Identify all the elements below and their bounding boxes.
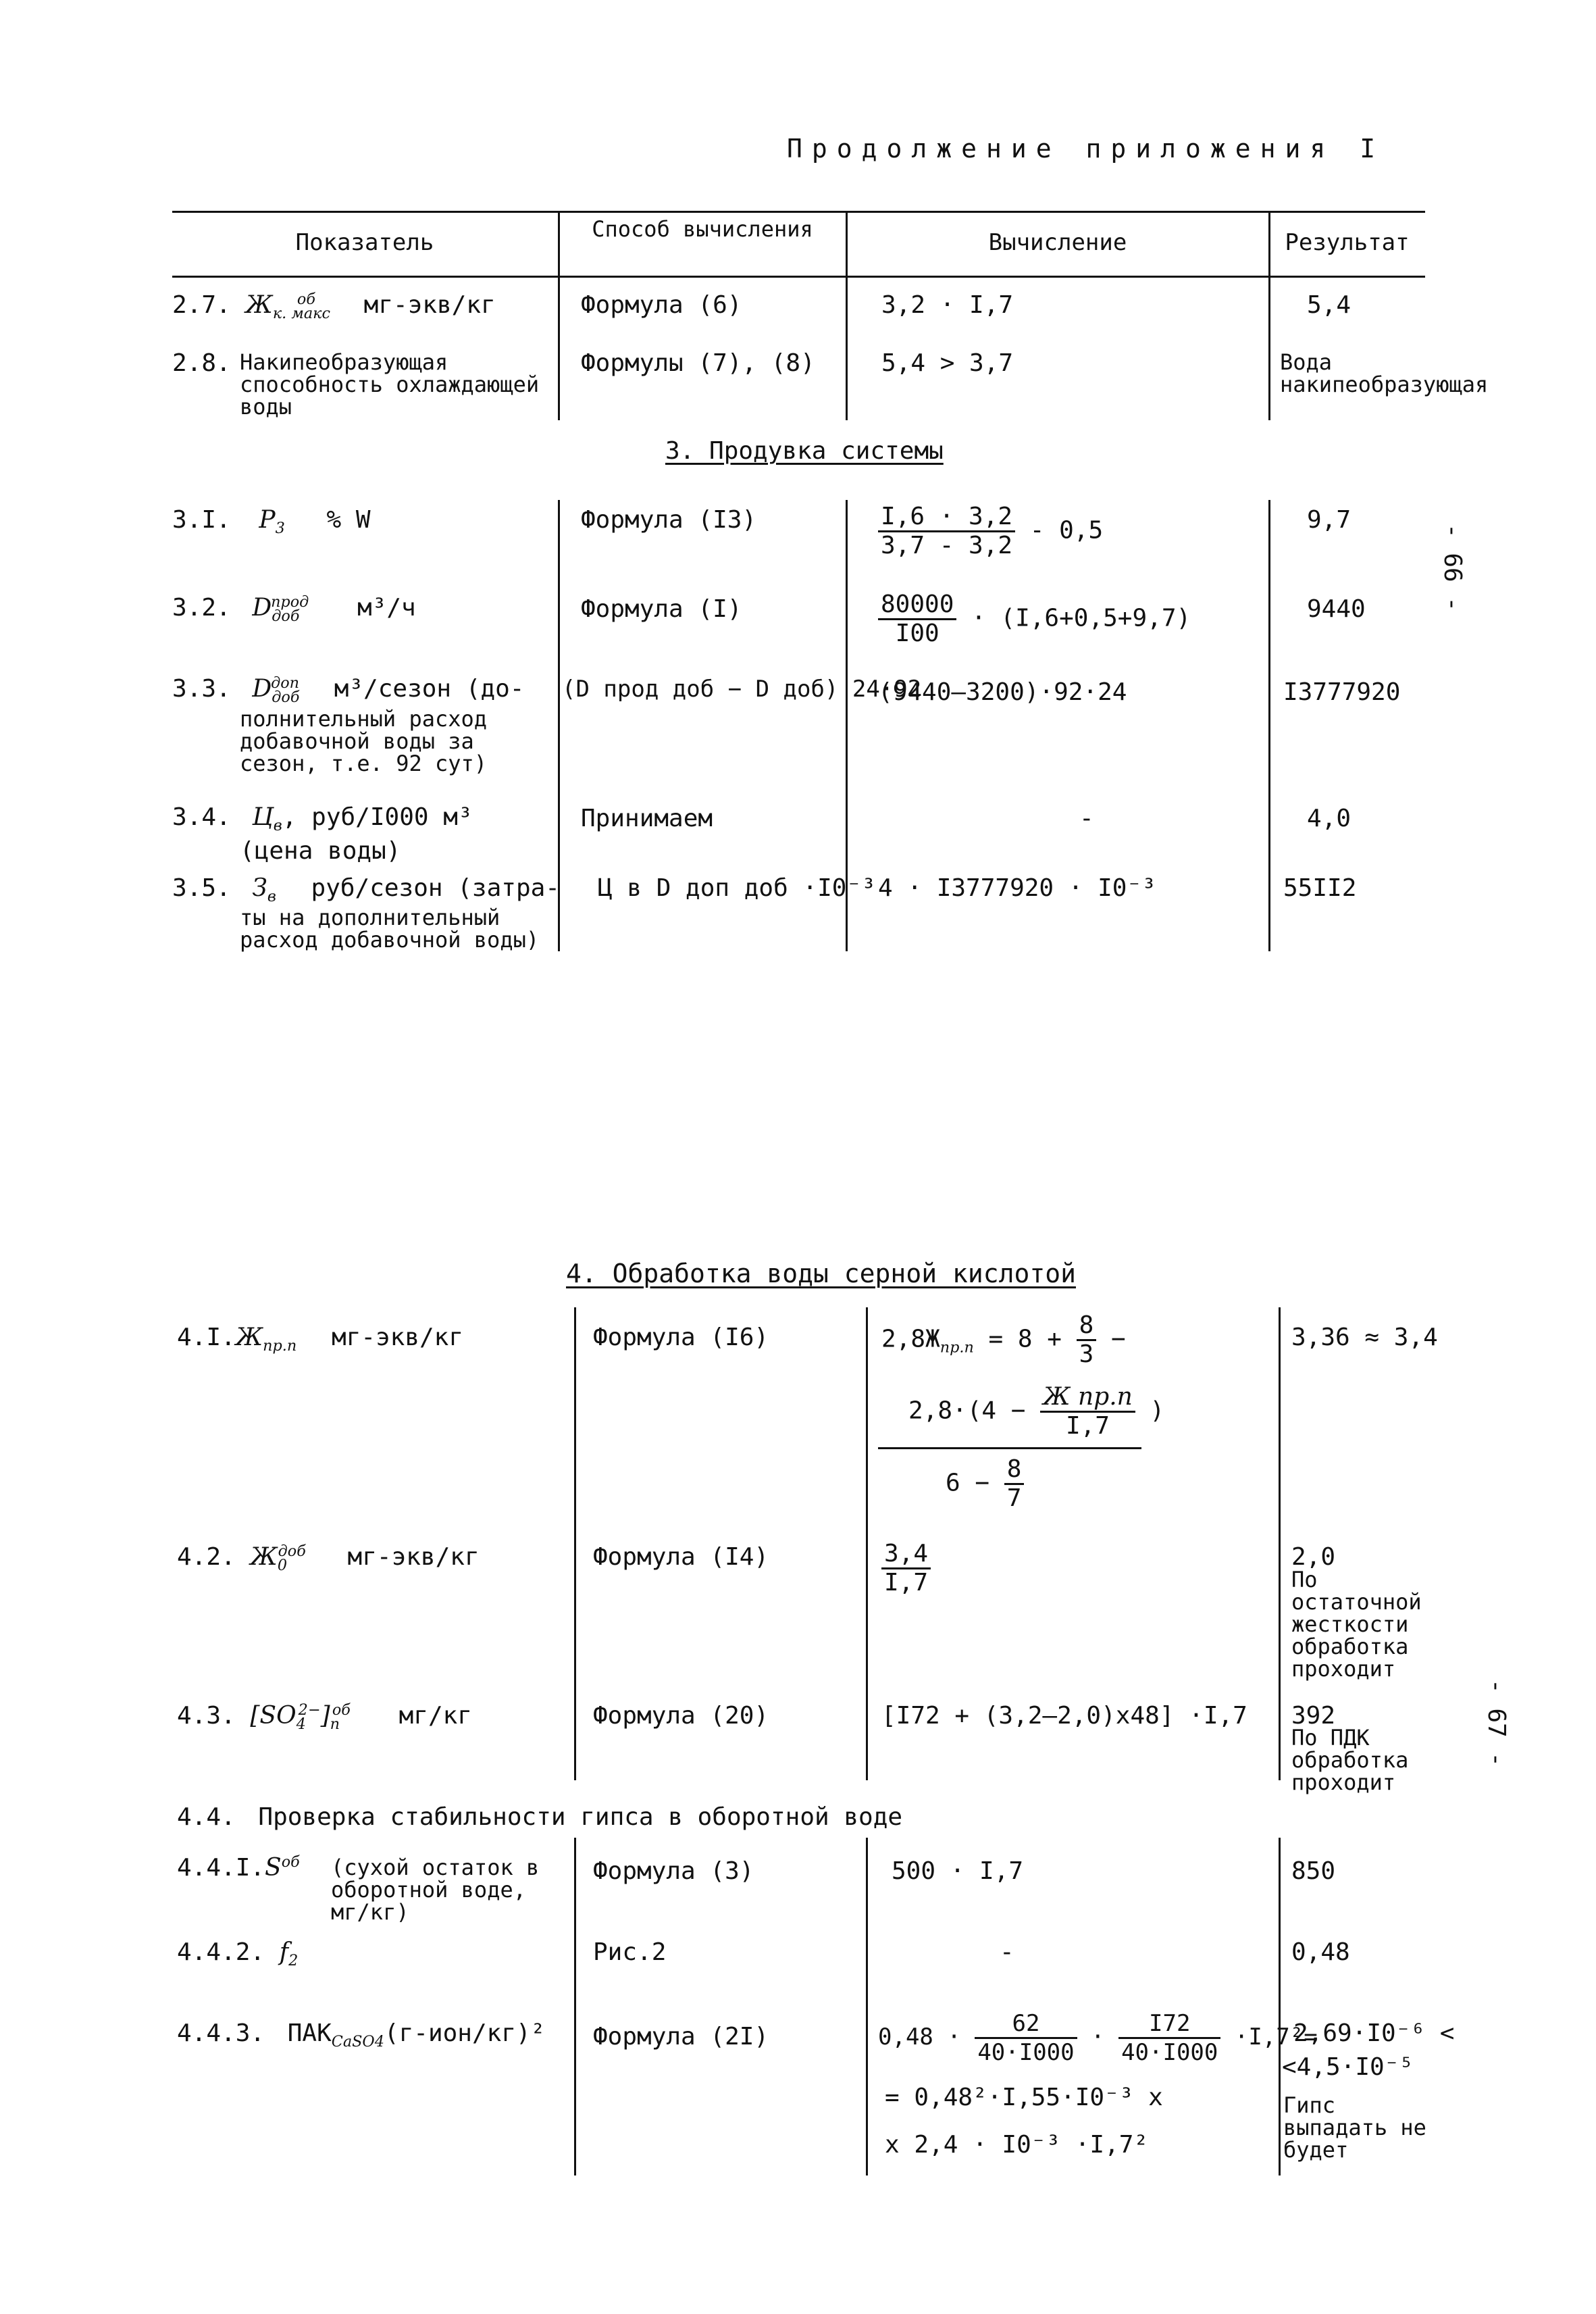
table1-col-divider-3 (1268, 211, 1270, 420)
row-4-2-method: Формула (I4) (593, 1543, 769, 1571)
row-2-7-indicator: 2.7. $Ж_{к. макс}^{об}$ мг-экв/кг (172, 291, 496, 323)
section4-title: 4. Обработка воды серной кислотой (566, 1259, 1076, 1288)
row-3-3-indicator: 3.3. $D_{доб}^{доп}$ м³/сезон (до- (172, 674, 525, 707)
row-3-4-method: Принимаем (581, 805, 713, 832)
row-3-2-result: 9440 (1307, 595, 1366, 623)
row-4-4-heading: 4.4. Проверка стабильности гипса в оборотной воде (177, 1803, 903, 1831)
s4b-col-divider-3 (1279, 1838, 1281, 2175)
row-4-4-3-result-2: <4,5·I0⁻⁵ (1282, 2053, 1414, 2081)
row-4-1-indicator: $4.I.Ж_{пр.п}$ мг-экв/кг (177, 1324, 464, 1355)
row-3-2-calc: $\frac{80000}{I00}$ · (I,6+0,5+9,7) (878, 591, 1191, 647)
row-4-4-1-method: Формула (3) (593, 1857, 754, 1885)
page-number-67: - 67 - (1483, 1678, 1511, 1767)
row-2-7-method: Формула (6) (581, 291, 742, 319)
table1-header-rule (172, 276, 1425, 278)
s3-col-divider-3 (1268, 500, 1270, 951)
row-2-8-method: Формулы (7), (8) (581, 349, 815, 377)
row-4-1-method: Формула (I6) (593, 1324, 769, 1351)
header-indicator: Показатель (295, 229, 434, 256)
row-3-1-calc: $\frac{I,6 \cdot 3,2}{3,7 - 3,2}$ - 0,5 (878, 503, 1103, 559)
row-3-1-method: Формула (I3) (581, 506, 757, 534)
row-4-4-1-calc: 500 · I,7 (892, 1857, 1024, 1885)
row-4-1-calc-inner: 2,8·(4 − $\frac{\text{Ж пр.п}}{I,7}$ ) (908, 1383, 1165, 1440)
row-4-4-2-indicator: 4.4.2. $f_2$ (177, 1938, 299, 1970)
row-4-4-1-desc: (сухой остаток в оборотной воде, мг/кг) (331, 1855, 540, 1925)
row-3-4-desc: (цена воды) (240, 837, 401, 865)
row-4-4-3-calc-line3: х 2,4 · I0⁻³ ·I,7² (885, 2131, 1149, 2159)
s4b-col-divider-2 (866, 1838, 868, 2175)
s4b-col-divider-1 (574, 1838, 576, 2175)
row-4-1-main-fraction-bar (878, 1447, 1141, 1449)
row-3-3-method: (D прод доб − D доб) 24·92 (562, 676, 922, 703)
row-4-2-calc: $\frac{3,4}{I,7}$ (881, 1540, 931, 1596)
header-calc: Вычисление (988, 229, 1127, 256)
row-3-2-method: Формула (I) (581, 595, 742, 623)
row-4-4-3-method: Формула (2I) (593, 2023, 769, 2051)
row-3-4-indicator: 3.4. $Ц_в$, руб/I000 м³ (172, 803, 473, 835)
s4-col-divider-1 (574, 1307, 576, 1780)
row-4-3-indicator: 4.3. $[SO_4^{2-}]_п^{об}$ мг/кг (177, 1701, 472, 1734)
row-3-5-desc: ты на дополнительный расход добавочной воды) (240, 905, 540, 953)
row-4-2-result: 2,0 (1291, 1543, 1336, 1571)
row-4-4-3-result: 2,69·I0⁻⁶ < (1293, 2019, 1455, 2047)
row-4-2-result-note: По остаточной жесткости обработка проходит (1291, 1567, 1422, 1682)
row-2-8-result: Вода накипеобразующая (1280, 349, 1489, 397)
row-4-2-indicator: 4.2. $Ж_0^{доб}$ мг-экв/кг (177, 1542, 480, 1575)
row-3-5-indicator: 3.5. $З_в$ руб/сезон (затра- (172, 874, 560, 906)
row-4-4-3-calc-line1: 0,48 · $\frac{62}{40\cdot I000}$ · $\frac{I72}{40\cdot I000}$ ·I,7²= (878, 2010, 1318, 2066)
row-2-8-label: Накипеобразующая способность охлаждающей воды (240, 349, 540, 420)
s4-col-divider-3 (1279, 1307, 1281, 1780)
row-4-3-result: 392 (1291, 1702, 1336, 1730)
running-header: Продолжение приложения I (787, 134, 1385, 164)
row-4-3-result-note: По ПДК обработка проходит (1291, 1725, 1409, 1795)
row-4-3-calc: [I72 + (3,2–2,0)х48] ·I,7 (881, 1702, 1247, 1730)
row-4-4-2-calc: - (1000, 1938, 1014, 1966)
table1-top-rule (172, 211, 1425, 213)
row-4-4-3-result-note: Гипс выпадать не будет (1283, 2092, 1426, 2163)
row-4-1-calc-line1: $2,8Ж_{пр.п} = 8$ + $\frac{8}{3}$ − (881, 1311, 1126, 1368)
row-4-1-result: 3,36 ≈ 3,4 (1291, 1324, 1438, 1351)
row-4-4-1-result: 850 (1291, 1857, 1336, 1885)
row-4-3-method: Формула (20) (593, 1702, 769, 1730)
row-3-3-desc: полнительный расход добавочной воды за сезон, т.е. 92 сут) (240, 706, 488, 776)
section3-title: 3. Продувка системы (665, 437, 944, 465)
row-4-4-1-indicator: $4.4.I.S^{об}$ (177, 1853, 300, 1882)
row-3-4-result: 4,0 (1307, 805, 1352, 832)
row-3-5-calc: 4 · I3777920 · I0⁻³ (878, 874, 1156, 902)
row-4-4-3-indicator: 4.4.3. $ПАК_{CaSO4}(г-ион/кг)^2$ (177, 2019, 546, 2051)
header-result: Результат (1285, 229, 1410, 256)
header-method: Способ вычисления (592, 216, 813, 242)
row-3-5-method: Ц в D доп доб ·I0⁻³ (598, 874, 876, 902)
row-4-4-3-calc-line2: = 0,48²·I,55·I0⁻³ х (885, 2084, 1163, 2111)
row-4-4-2-method: Рис.2 (593, 1938, 667, 1966)
row-2-8-calc: 5,4 > 3,7 (881, 349, 1014, 377)
row-3-1-result: 9,7 (1307, 506, 1352, 534)
row-3-1-indicator: 3.I. $P_3$ % W (172, 506, 371, 538)
row-2-7-result: 5,4 (1307, 291, 1352, 319)
row-3-4-calc: - (1079, 805, 1094, 832)
row-2-7-calc: 3,2 · I,7 (881, 291, 1014, 319)
page-number-66: - 66 - (1439, 523, 1467, 612)
row-3-2-indicator: 3.2. $D_{доб}^{прод}$ м³/ч (172, 593, 416, 626)
row-3-3-calc: (9440–3200)·92·24 (878, 678, 1127, 706)
s4-col-divider-2 (866, 1307, 868, 1780)
row-3-3-result: I3777920 (1283, 678, 1401, 706)
row-4-4-2-result: 0,48 (1291, 1938, 1350, 1966)
row-3-5-result: 55II2 (1283, 874, 1357, 902)
table1-col-divider-2 (846, 211, 848, 420)
row-2-8-num: 2.8. (172, 349, 231, 377)
row-4-1-calc-den: 6 − $\frac{8}{7}$ (946, 1456, 1024, 1512)
